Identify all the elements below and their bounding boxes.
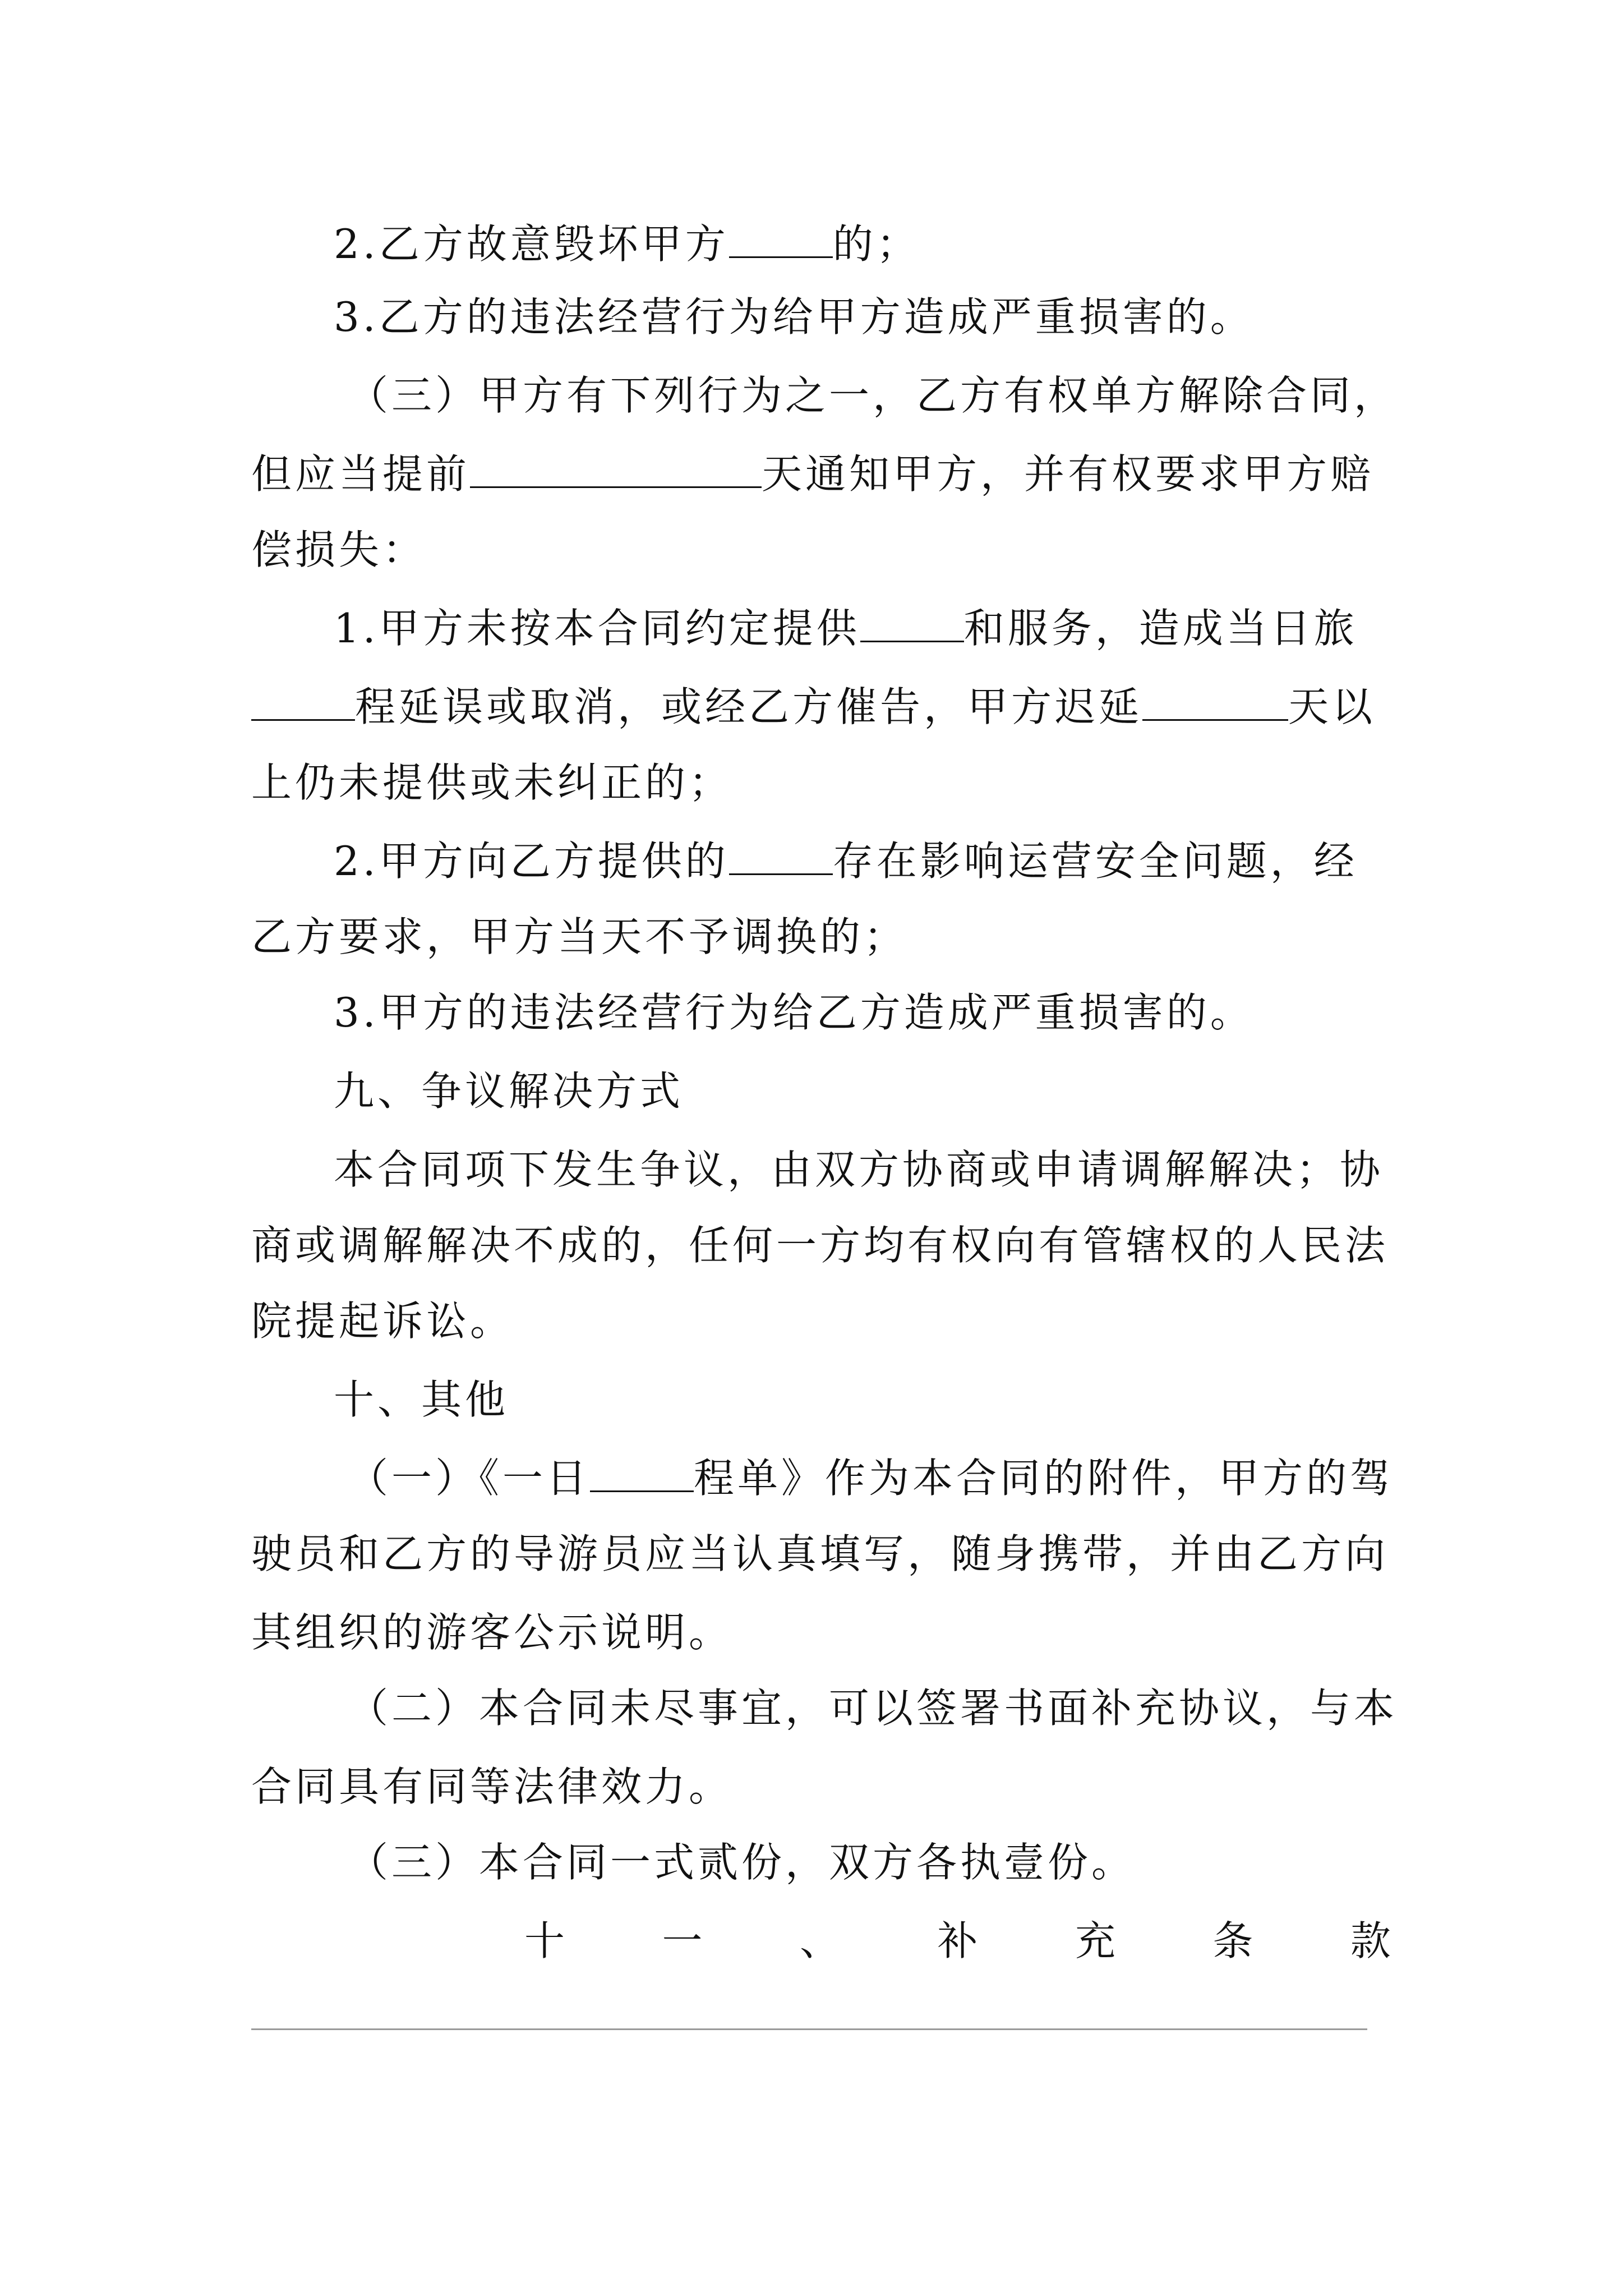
heading-char: 一 bbox=[662, 1917, 703, 1964]
clause-line bbox=[334, 833, 1390, 889]
text-segment: 3.甲方的违法经营行为给乙方造成严重损害的。 bbox=[334, 989, 1254, 1036]
heading-char: 十 bbox=[524, 1917, 565, 1964]
text-segment: 乙方要求，甲方当天不予调换的； bbox=[251, 913, 908, 960]
text-segment: 2.乙方故意毁坏甲方 bbox=[334, 220, 729, 268]
fill-in-blank bbox=[729, 222, 833, 258]
fill-in-blank bbox=[1142, 684, 1288, 721]
text-segment: 九、争议解决方式 bbox=[334, 1068, 684, 1115]
text-segment: 本合同项下发生争议，由双方协商或申请调解解决；协 bbox=[334, 1146, 1384, 1193]
text-segment: 驶员和乙方的导游员应当认真填写，随身携带，并由乙方向 bbox=[251, 1530, 1389, 1577]
text-segment: 3.乙方的违法经营行为给甲方造成严重损害的。 bbox=[334, 293, 1254, 341]
clause-line bbox=[251, 1526, 1390, 1582]
fill-in-blank bbox=[470, 452, 762, 488]
section-heading bbox=[334, 1372, 1390, 1428]
heading-char: 补 bbox=[937, 1917, 978, 1964]
text-segment: （二）本合同未尽事宜，可以签署书面补充协议，与本 bbox=[348, 1685, 1398, 1732]
fill-in-blank bbox=[590, 1456, 694, 1492]
text-segment: 商或调解解决不成的，任何一方均有权向有管辖权的人民法 bbox=[251, 1222, 1389, 1269]
text-segment: 天以 bbox=[1288, 683, 1376, 730]
clause-line bbox=[348, 1450, 1394, 1506]
heading-char: 充 bbox=[1075, 1917, 1115, 1964]
text-segment: 程单》作为本合同的附件，甲方的驾 bbox=[694, 1455, 1394, 1502]
heading-char: 、 bbox=[799, 1917, 840, 1964]
clause-line bbox=[251, 446, 1390, 502]
text-segment: 上仍未提供或未纠正的； bbox=[251, 759, 733, 806]
text-segment: 但应当提前 bbox=[251, 450, 471, 498]
clause-line bbox=[334, 600, 1390, 656]
clause-line bbox=[251, 1217, 1390, 1273]
fill-in-blank bbox=[860, 606, 964, 642]
text-segment: （一）《一日 bbox=[348, 1455, 591, 1502]
fill-in-blank bbox=[729, 839, 833, 875]
text-segment: 其组织的游客公示说明。 bbox=[251, 1609, 733, 1656]
text-segment: 和服务，造成当日旅 bbox=[963, 605, 1358, 652]
clause-line bbox=[334, 1142, 1390, 1198]
clause-line bbox=[348, 1834, 1390, 1890]
text-segment: 2.甲方向乙方提供的 bbox=[334, 838, 729, 885]
text-segment: 天通知甲方，并有权要求甲方赔 bbox=[762, 450, 1375, 498]
fill-in-blank bbox=[251, 684, 355, 721]
text-segment: 的； bbox=[832, 220, 920, 268]
fill-in-underline-rule bbox=[251, 2028, 1367, 2030]
heading-char: 条 bbox=[1212, 1917, 1253, 1964]
clause-line bbox=[251, 754, 1390, 811]
clause-line bbox=[251, 909, 1390, 965]
clause-line bbox=[334, 289, 1390, 345]
clause-line bbox=[334, 984, 1390, 1041]
text-segment: 1.甲方未按本合同约定提供 bbox=[334, 605, 860, 652]
clause-line bbox=[251, 1293, 1390, 1349]
text-segment: （三）本合同一式贰份，双方各执壹份。 bbox=[348, 1839, 1136, 1886]
clause-line bbox=[334, 216, 1390, 272]
text-segment: 存在影响运营安全问题，经 bbox=[832, 838, 1358, 885]
text-segment: 合同具有同等法律效力。 bbox=[251, 1763, 733, 1810]
text-segment: 十、其他 bbox=[334, 1376, 509, 1423]
text-segment: 院提起诉讼。 bbox=[251, 1297, 514, 1345]
clause-line bbox=[251, 522, 1390, 578]
section-heading bbox=[334, 1063, 1390, 1119]
section-eleven-heading bbox=[524, 1913, 1391, 1969]
heading-char: 款 bbox=[1350, 1917, 1391, 1964]
text-segment: （三）甲方有下列行为之一，乙方有权单方解除合同， bbox=[348, 372, 1398, 419]
clause-line bbox=[251, 1604, 1390, 1660]
clause-line bbox=[251, 679, 1390, 735]
clause-line bbox=[348, 367, 1398, 424]
text-segment: 程延误或取消，或经乙方催告，甲方迟延 bbox=[355, 683, 1143, 730]
clause-line bbox=[348, 1680, 1398, 1736]
text-segment: 偿损失： bbox=[251, 526, 427, 573]
clause-line bbox=[251, 1759, 1390, 1815]
